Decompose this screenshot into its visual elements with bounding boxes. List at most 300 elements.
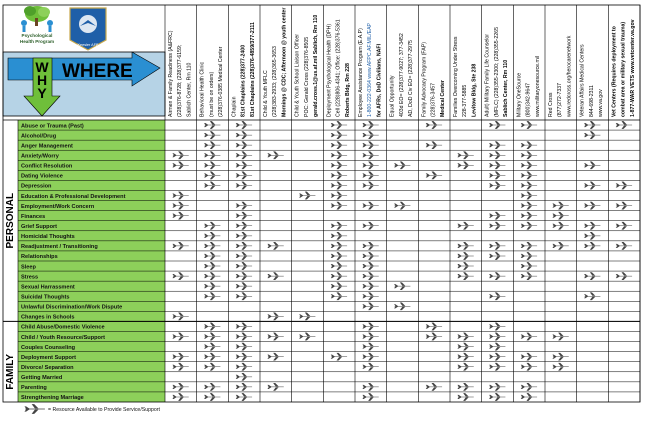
jet-aircraft-icon <box>173 162 189 169</box>
jet-aircraft-icon <box>173 202 189 209</box>
jet-aircraft-icon <box>458 333 474 340</box>
jet-aircraft-icon <box>331 232 347 239</box>
jet-aircraft-icon <box>205 363 221 370</box>
jet-aircraft-icon <box>236 323 252 330</box>
column-header <box>358 22 382 117</box>
why-letter: W <box>35 59 49 75</box>
jet-aircraft-icon <box>236 262 252 269</box>
row-label: Finances <box>21 213 46 220</box>
column-header-line: POC: Gerald Cross (228)376-8505 <box>303 36 310 117</box>
column-header-line: Adult) Military Family Life Counselor <box>484 33 491 117</box>
jet-aircraft-icon <box>490 172 506 179</box>
jet-aircraft-icon <box>363 162 379 169</box>
jet-aircraft-icon <box>331 242 347 249</box>
jet-aircraft-icon <box>616 121 632 128</box>
jet-aircraft-icon <box>331 353 347 360</box>
column-header-line: Veteran Affairs Medical Centers <box>579 44 586 117</box>
row-label: Alcohol/Drug <box>21 133 57 140</box>
column-header-line: Sablich Center, Rm 110 <box>186 62 193 117</box>
jet-aircraft-icon <box>205 293 221 300</box>
column-header-line: Red Cross <box>548 92 554 117</box>
column-header-line: combat area or military sexual trauma) <box>620 21 627 117</box>
jet-aircraft-icon <box>426 121 442 128</box>
jet-aircraft-icon <box>331 182 347 189</box>
jet-aircraft-icon <box>236 383 252 390</box>
column-header <box>580 44 604 117</box>
column-header-line: 1-877-WAR VETS www.vetcenter.va.gov <box>629 19 636 117</box>
jet-aircraft-icon <box>585 222 601 229</box>
jet-aircraft-icon <box>521 262 537 269</box>
jet-aircraft-icon <box>331 252 347 259</box>
jet-aircraft-icon <box>236 393 252 400</box>
jet-aircraft-icon <box>363 132 379 139</box>
jet-aircraft-icon <box>236 172 252 179</box>
jet-aircraft-icon <box>331 293 347 300</box>
jet-aircraft-icon <box>205 132 221 139</box>
row-label: Sexual Harrassment <box>21 284 75 291</box>
jet-aircraft-icon <box>173 152 189 159</box>
jet-aircraft-icon <box>458 363 474 370</box>
jet-aircraft-icon <box>236 273 252 280</box>
jet-aircraft-icon <box>236 252 252 259</box>
section-label: PERSONAL <box>5 192 16 249</box>
jet-aircraft-icon <box>521 222 537 229</box>
logo-line-2: Health Program <box>19 39 55 44</box>
jet-aircraft-icon <box>490 212 506 219</box>
column-header-line: Medical Center <box>439 80 446 117</box>
column-header-line: 81st Chaplains (228)376-4859/377-2111 <box>249 22 256 117</box>
column-header <box>326 19 350 117</box>
jet-aircraft-icon <box>395 202 411 209</box>
jet-aircraft-icon <box>553 222 569 229</box>
jet-aircraft-icon <box>363 262 379 269</box>
row-label: Deployment Support <box>21 354 77 361</box>
jet-aircraft-icon <box>25 405 45 414</box>
row-label: Stress <box>21 274 39 281</box>
column-header-line: www.redcross.org/herocarenetwork <box>566 35 573 117</box>
column-header-line: Deployment Psychological Health (DPH) <box>326 23 333 117</box>
jet-aircraft-icon <box>363 293 379 300</box>
seal-text: Keesler AFB <box>77 43 99 47</box>
jet-aircraft-icon <box>490 333 506 340</box>
column-header-line: 403d EO= (228)377-9027; 377-3452 <box>398 33 405 117</box>
column-header-line: Family Advocacy Program (FAP) <box>421 42 428 117</box>
jet-aircraft-icon <box>521 182 537 189</box>
column-header-line: Sablich Center, Rm 110 <box>503 59 510 117</box>
row-label: Getting Married <box>21 375 63 382</box>
jet-aircraft-icon <box>236 353 252 360</box>
jet-aircraft-icon <box>236 202 252 209</box>
jet-aircraft-icon <box>331 262 347 269</box>
air-force-seal-icon <box>70 8 106 50</box>
jet-aircraft-icon <box>236 142 252 149</box>
row-label: Child / Youth Resource/Support <box>21 334 106 341</box>
jet-aircraft-icon <box>331 222 347 229</box>
jet-aircraft-icon <box>521 393 537 400</box>
column-header-line: Behavioral Health Clinic <box>199 61 206 117</box>
jet-aircraft-icon <box>363 242 379 249</box>
tree-icon <box>21 6 53 32</box>
column-header-line: for AFRs, DoD Civilians, NAFI <box>376 43 383 117</box>
row-label: Dating Violence <box>21 173 63 180</box>
jet-aircraft-icon <box>331 121 347 128</box>
jet-aircraft-icon <box>490 343 506 350</box>
jet-aircraft-icon <box>490 142 506 149</box>
jet-aircraft-icon <box>490 252 506 259</box>
jet-aircraft-icon <box>25 405 45 414</box>
jet-aircraft-icon <box>331 132 347 139</box>
jet-aircraft-icon <box>236 373 252 380</box>
jet-aircraft-icon <box>521 192 537 199</box>
jet-aircraft-icon <box>205 142 221 149</box>
jet-aircraft-icon <box>300 333 316 340</box>
jet-aircraft-icon <box>490 293 506 300</box>
column-header <box>485 27 509 117</box>
column-header <box>231 22 255 117</box>
jet-aircraft-icon <box>458 393 474 400</box>
jet-aircraft-icon <box>363 283 379 290</box>
column-header-line: (228)383-2933; (228)365-3653 <box>272 46 279 117</box>
row-label: Employment/Work Concern <box>21 203 95 210</box>
column-header <box>295 15 319 117</box>
row-label: Relationships <box>21 254 58 261</box>
jet-aircraft-icon <box>490 323 506 330</box>
column-header-line: Equal Opportunity <box>389 75 396 117</box>
jet-aircraft-icon <box>395 283 411 290</box>
column-header-line: Families Overcoming Under Stress <box>453 36 459 117</box>
jet-aircraft-icon <box>173 273 189 280</box>
jet-aircraft-icon <box>490 162 506 169</box>
jet-aircraft-icon <box>236 182 252 189</box>
jet-aircraft-icon <box>521 363 537 370</box>
jet-aircraft-icon <box>300 313 316 320</box>
jet-aircraft-icon <box>363 323 379 330</box>
row-label: Unlawful Discrimination/Work Dispute <box>21 304 123 311</box>
jet-aircraft-icon <box>268 152 284 159</box>
legend <box>25 405 160 414</box>
column-header <box>263 8 287 117</box>
column-header-line: Airmen & Family Readiness (A&FRC) <box>168 30 174 117</box>
jet-aircraft-icon <box>585 121 601 128</box>
column-header-line: (MFLC) (228)355-2300; (228)355-2265 <box>493 27 500 117</box>
jet-aircraft-icon <box>553 353 569 360</box>
jet-aircraft-icon <box>521 152 537 159</box>
jet-aircraft-icon <box>205 273 221 280</box>
jet-aircraft-icon <box>553 333 569 340</box>
jet-aircraft-icon <box>458 252 474 259</box>
jet-aircraft-icon <box>490 242 506 249</box>
jet-aircraft-icon <box>490 182 506 189</box>
jet-aircraft-icon <box>173 313 189 320</box>
column-header-line: 81st Chaplains (228)377-2400 <box>240 44 247 117</box>
column-header <box>421 42 445 117</box>
why-letter: Y <box>37 85 47 101</box>
jet-aircraft-icon <box>205 252 221 259</box>
column-header-line: Vet Centers (Requires deployment to <box>611 26 618 117</box>
jet-aircraft-icon <box>585 182 601 189</box>
jet-aircraft-icon <box>521 242 537 249</box>
jet-aircraft-icon <box>236 152 252 159</box>
jet-aircraft-icon <box>236 232 252 239</box>
jet-aircraft-icon <box>268 383 284 390</box>
jet-aircraft-icon <box>616 222 632 229</box>
column-header-line: www.va.gov <box>598 89 605 117</box>
row-label: Homicidal Thoughts <box>21 234 75 241</box>
column-header-line: (800)342-9647 <box>525 82 532 117</box>
logo-line-1: Psychological <box>21 33 53 38</box>
column-header-line: Chaplain <box>231 96 238 117</box>
jet-aircraft-icon <box>616 242 632 249</box>
jet-aircraft-icon <box>363 252 379 259</box>
jet-aircraft-icon <box>490 353 506 360</box>
jet-aircraft-icon <box>458 242 474 249</box>
column-header-line: Mornings @ CDC; Afternoon @ youth center <box>281 7 288 117</box>
jet-aircraft-icon <box>426 383 442 390</box>
column-header <box>390 33 414 117</box>
jet-aircraft-icon <box>490 222 506 229</box>
column-header <box>611 19 635 117</box>
column-header <box>453 36 477 117</box>
jet-aircraft-icon <box>205 353 221 360</box>
jet-aircraft-icon <box>331 152 347 159</box>
column-header-line: Cell (228)806-4341; Office: (228)376-5361 <box>335 19 342 117</box>
jet-aircraft-icon <box>331 202 347 209</box>
row-label: Grief Support <box>21 223 58 230</box>
jet-aircraft-icon <box>236 121 252 128</box>
jet-aircraft-icon <box>268 353 284 360</box>
row-label: Couples Counseling <box>21 344 76 351</box>
jet-aircraft-icon <box>236 283 252 290</box>
column-header-line: 844-698-2311 <box>588 85 595 117</box>
jet-aircraft-icon <box>331 192 347 199</box>
column-header-line: Levitow Bldg, Ste 238 <box>471 63 478 117</box>
why-letter: H <box>36 72 48 88</box>
jet-aircraft-icon <box>490 393 506 400</box>
jet-aircraft-icon <box>521 383 537 390</box>
jet-aircraft-icon <box>490 273 506 280</box>
jet-aircraft-icon <box>205 222 221 229</box>
legend-text: = Resource Available to Provide Service/Support <box>48 407 160 413</box>
row-label: Changes in Schools <box>21 314 75 321</box>
jet-aircraft-icon <box>173 242 189 249</box>
jet-aircraft-icon <box>205 262 221 269</box>
column-header-line: Child & Youth School Liaison Officer <box>294 34 301 117</box>
jet-aircraft-icon <box>173 383 189 390</box>
jet-aircraft-icon <box>205 323 221 330</box>
jet-aircraft-icon <box>616 182 632 189</box>
jet-aircraft-icon <box>426 172 442 179</box>
jet-aircraft-icon <box>205 283 221 290</box>
jet-aircraft-icon <box>173 212 189 219</box>
jet-aircraft-icon <box>236 242 252 249</box>
jet-aircraft-icon <box>521 212 537 219</box>
jet-aircraft-icon <box>363 202 379 209</box>
jet-aircraft-icon <box>553 202 569 209</box>
jet-aircraft-icon <box>363 273 379 280</box>
column-header-line: Employee Assistance Program (E.A.P) <box>358 28 364 117</box>
jet-aircraft-icon <box>490 121 506 128</box>
jet-aircraft-icon <box>236 293 252 300</box>
jet-aircraft-icon <box>205 333 221 340</box>
column-header-line: (228)376-0385 Medical Center <box>218 46 225 117</box>
jet-aircraft-icon <box>268 242 284 249</box>
column-header-line: www.militaryonesource.mil <box>534 55 541 117</box>
section-label: FAMILY <box>5 353 16 390</box>
jet-aircraft-icon <box>363 303 379 310</box>
program-logo <box>20 6 106 50</box>
jet-aircraft-icon <box>268 333 284 340</box>
jet-aircraft-icon <box>300 192 316 199</box>
jet-aircraft-icon <box>458 262 474 269</box>
jet-aircraft-icon <box>458 222 474 229</box>
jet-aircraft-icon <box>585 132 601 139</box>
jet-aircraft-icon <box>521 172 537 179</box>
jet-aircraft-icon <box>236 363 252 370</box>
jet-aircraft-icon <box>521 353 537 360</box>
jet-aircraft-icon <box>173 393 189 400</box>
jet-aircraft-icon <box>458 383 474 390</box>
jet-aircraft-icon <box>585 273 601 280</box>
jet-aircraft-icon <box>363 142 379 149</box>
jet-aircraft-icon <box>236 222 252 229</box>
jet-aircraft-icon <box>205 182 221 189</box>
jet-aircraft-icon <box>331 162 347 169</box>
jet-aircraft-icon <box>585 293 601 300</box>
row-label: Suicidal Thoughts <box>21 294 70 301</box>
jet-aircraft-icon <box>205 162 221 169</box>
jet-aircraft-icon <box>363 393 379 400</box>
jet-aircraft-icon <box>426 142 442 149</box>
jet-aircraft-icon <box>490 383 506 390</box>
jet-aircraft-icon <box>205 343 221 350</box>
jet-aircraft-icon <box>205 121 221 128</box>
jet-aircraft-icon <box>458 353 474 360</box>
jet-aircraft-icon <box>553 242 569 249</box>
jet-aircraft-icon <box>363 333 379 340</box>
jet-aircraft-icon <box>363 152 379 159</box>
jet-aircraft-icon <box>363 121 379 128</box>
jet-aircraft-icon <box>173 363 189 370</box>
jet-aircraft-icon <box>236 333 252 340</box>
column-header-line: gerald.cross.1@us.af.mil Sablich, Rm 110 <box>313 14 320 117</box>
column-header-line: (228)376-3457 <box>430 82 437 117</box>
column-header-line: Roberts Bldg, Rm 228 <box>344 63 351 117</box>
jet-aircraft-icon <box>363 182 379 189</box>
jet-aircraft-icon <box>331 172 347 179</box>
row-label: Readjustment / Transitioning <box>21 244 98 251</box>
jet-aircraft-icon <box>585 202 601 209</box>
row-label: Abuse or Trauma (Past) <box>21 123 84 130</box>
jet-aircraft-icon <box>236 132 252 139</box>
column-header <box>168 30 192 117</box>
jet-aircraft-icon <box>426 333 442 340</box>
column-header-line: 1-800-222-0364 www.AFPC.AF.MIL/EAP <box>367 23 374 117</box>
column-header-line: 228-377-5885 <box>462 84 469 117</box>
jet-aircraft-icon <box>426 323 442 330</box>
jet-aircraft-icon <box>521 162 537 169</box>
row-label: Parenting <box>21 385 47 392</box>
jet-aircraft-icon <box>458 162 474 169</box>
jet-aircraft-icon <box>205 172 221 179</box>
row-label: Depression <box>21 183 52 190</box>
where-why-banner <box>3 52 165 116</box>
jet-aircraft-icon <box>363 353 379 360</box>
jet-aircraft-icon <box>585 162 601 169</box>
jet-aircraft-icon <box>395 303 411 310</box>
where-label: WHERE <box>62 61 133 82</box>
jet-aircraft-icon <box>585 232 601 239</box>
row-label: Divorce/ Separation <box>21 364 74 371</box>
jet-aircraft-icon <box>268 313 284 320</box>
jet-aircraft-icon <box>616 202 632 209</box>
jet-aircraft-icon <box>173 192 189 199</box>
jet-aircraft-icon <box>363 222 379 229</box>
jet-aircraft-icon <box>458 152 474 159</box>
column-header-line: (228)376-8728; (228)377-6159; <box>177 44 184 117</box>
jet-aircraft-icon <box>173 353 189 360</box>
row-label: Anxiety/Worry <box>21 153 59 160</box>
jet-aircraft-icon <box>331 283 347 290</box>
jet-aircraft-icon <box>205 232 221 239</box>
jet-aircraft-icon <box>521 273 537 280</box>
jet-aircraft-icon <box>585 242 601 249</box>
jet-aircraft-icon <box>205 383 221 390</box>
row-label: Sleep <box>21 264 36 271</box>
row-label: Conflict Resolution <box>21 163 73 170</box>
row-label: Strengthening Marriage <box>21 395 84 402</box>
column-header <box>548 35 572 117</box>
row-label: Education & Professional Development <box>21 193 126 200</box>
jet-aircraft-icon <box>395 162 411 169</box>
column-header-line: Military OneSource <box>516 72 523 117</box>
jet-aircraft-icon <box>521 333 537 340</box>
column-header-line: (877)272-7337 <box>557 82 564 117</box>
jet-aircraft-icon <box>553 212 569 219</box>
jet-aircraft-icon <box>236 343 252 350</box>
jet-aircraft-icon <box>521 142 537 149</box>
column-header-line: (must be on orders) <box>208 71 215 117</box>
column-header-line: AD, DoD Civ EO= (228)377-2975 <box>408 40 415 117</box>
jet-aircraft-icon <box>331 142 347 149</box>
jet-aircraft-icon <box>363 383 379 390</box>
jet-aircraft-icon <box>363 172 379 179</box>
jet-aircraft-icon <box>205 242 221 249</box>
jet-aircraft-icon <box>236 162 252 169</box>
jet-aircraft-icon <box>521 202 537 209</box>
jet-aircraft-icon <box>205 152 221 159</box>
column-header <box>200 46 224 117</box>
column-header <box>516 56 540 117</box>
jet-aircraft-icon <box>363 343 379 350</box>
jet-aircraft-icon <box>553 363 569 370</box>
jet-aircraft-icon <box>458 343 474 350</box>
jet-aircraft-icon <box>173 333 189 340</box>
jet-aircraft-icon <box>268 273 284 280</box>
jet-aircraft-icon <box>331 273 347 280</box>
jet-aircraft-icon <box>236 212 252 219</box>
jet-aircraft-icon <box>363 363 379 370</box>
jet-aircraft-icon <box>490 363 506 370</box>
jet-aircraft-icon <box>521 121 537 128</box>
row-label: Anger Management <box>21 143 73 150</box>
column-header-line: Child & Youth MFLC <box>263 70 269 117</box>
jet-aircraft-icon <box>458 273 474 280</box>
jet-aircraft-icon <box>616 273 632 280</box>
row-label: Child Abuse/Domestic Violence <box>21 324 105 331</box>
jet-aircraft-icon <box>205 393 221 400</box>
jet-aircraft-icon <box>521 252 537 259</box>
column-headers <box>168 8 636 117</box>
